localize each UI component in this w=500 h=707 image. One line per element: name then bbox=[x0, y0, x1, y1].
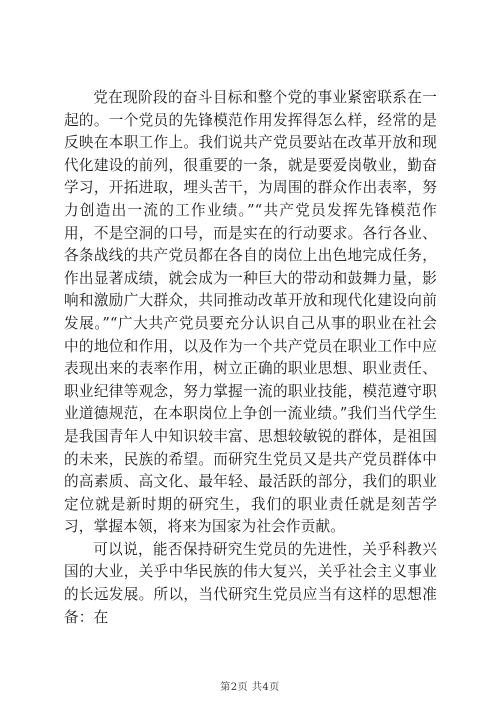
paragraph: 党在现阶段的奋斗目标和整个党的事业紧密联系在一起的。一个党员的先锋模范作用发挥得怎么样，经常的是反映在本职工作上。我们说共产党员要站在改革开放和现代化建设的前列，很重要的一条，就是要爱岗敬业，勤奋学习，开拓进取，埋头苦干，为周围的群众作出表率，努力创造出一流的工作业绩。”“共产党员发挥先锋模范作用，不是空洞的口号，而是实在的行动要求。各行各业、各条战线的共产党员都在各自的岗位上出色地完成任务，作出显著成绩，就会成为一种巨大的带动和鼓舞力量，影响和激励广大群众，共同推动改革开放和现代化建设向前发展。”“广大共产党员要充分认识自己从事的职业在社会中的地位和作用，以及作为一个共产党员在职业工作中应表现出来的表率作用，树立正确的职业思想、职业责任、职业纪律等观念，努力掌握一流的职业技能，模范遵守职业道德规范，在本职岗位上争创一流业绩。”我们当代学生是我国青年人中知识较丰富、思想较敏锐的群体，是祖国的未来，民族的希望。而研究生党员又是共产党员群体中的高素质、高文化、最年轻、最活跃的部分，我们的职业定位就是新时期的研究生，我们的职业责任就是刻苦学习，掌握本领，将来为国家为社会作贡献。 bbox=[64, 89, 437, 536]
page-footer: 第2页 共4页 bbox=[220, 682, 280, 693]
paragraph: 可以说，能否保持研究生党员的先进性，关乎科教兴国的大业，关乎中华民族的伟大复兴，关乎社会主义事业的长远发展。所以，当代研究生党员应当有这样的思想准备：在 bbox=[64, 540, 437, 626]
body-text bbox=[64, 87, 437, 629]
